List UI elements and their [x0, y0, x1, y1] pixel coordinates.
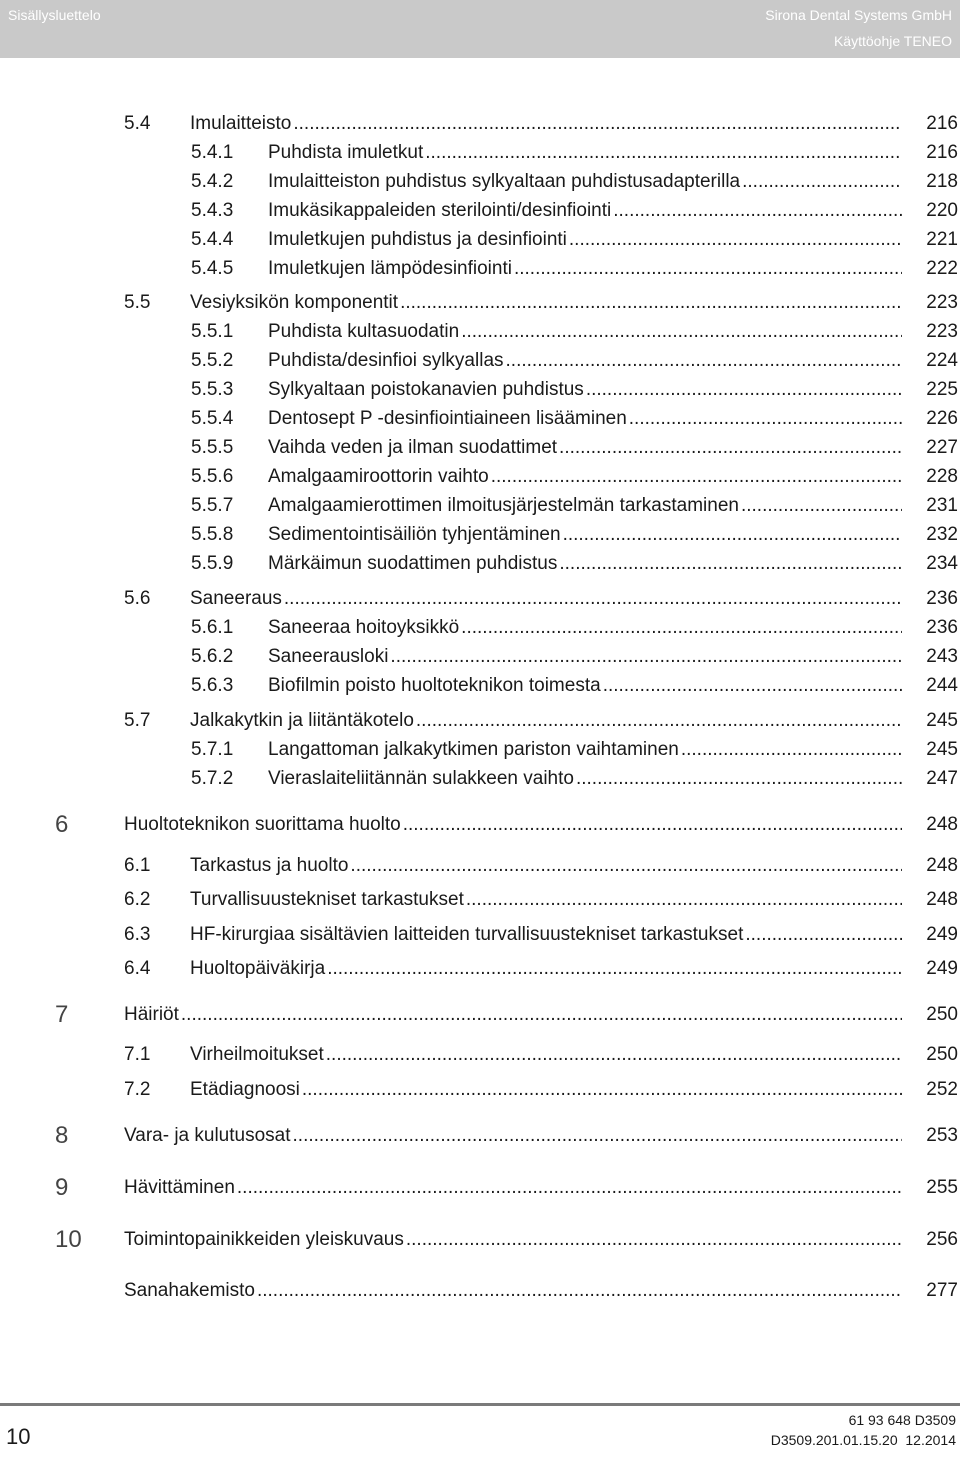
toc-section-number: 6.1	[124, 855, 151, 876]
toc-entry[interactable]	[0, 708, 960, 734]
toc-dot-leader	[284, 586, 902, 612]
toc-entry[interactable]	[0, 853, 960, 879]
toc-section-number: 5.5.9	[191, 553, 234, 574]
toc-page-number: 249	[926, 924, 958, 945]
toc-page-number: 223	[926, 321, 958, 342]
toc-entry[interactable]	[0, 348, 960, 374]
toc-title: Saneeraus	[190, 588, 282, 609]
toc-page-number: 243	[926, 646, 958, 667]
toc-section-number: 5.5	[124, 292, 151, 313]
toc-page-number: 256	[926, 1229, 958, 1250]
toc-page-number: 255	[926, 1177, 958, 1198]
toc-title: Häiriöt	[124, 1004, 179, 1025]
toc-section-number: 7.1	[124, 1044, 151, 1065]
toc-entry[interactable]	[0, 435, 960, 461]
toc-title-leader	[268, 256, 902, 282]
toc-section-number: 5.6.3	[191, 675, 234, 696]
toc-dot-leader	[629, 406, 902, 432]
toc-dot-leader	[425, 140, 902, 166]
toc-page-number: 226	[926, 408, 958, 429]
toc-dot-leader	[257, 1278, 902, 1304]
toc-title: Biofilmin poisto huoltoteknikon toimesta	[268, 675, 601, 696]
toc-entry[interactable]	[0, 615, 960, 641]
header-section-title: Sisällysluettelo	[8, 7, 101, 23]
toc-dot-leader	[514, 256, 902, 282]
toc-dot-leader	[466, 887, 902, 913]
header-company: Sirona Dental Systems GmbH	[765, 7, 952, 23]
toc-title: Toimintopainikkeiden yleiskuvaus	[124, 1229, 404, 1250]
toc-title: Dentosept P -desinfiointiaineen lisääminen	[268, 408, 627, 429]
toc-title-leader	[268, 615, 902, 641]
toc-page-number: 224	[926, 350, 958, 371]
footer-date: 12.2014	[905, 1432, 956, 1448]
toc-title-leader	[268, 169, 902, 195]
toc-dot-leader	[350, 853, 902, 879]
toc-entry[interactable]	[0, 551, 960, 577]
toc-section-number: 5.6.1	[191, 617, 234, 638]
toc-section-number: 5.4	[124, 113, 151, 134]
toc-title: Tarkastus ja huolto	[190, 855, 349, 876]
toc-title: Hävittäminen	[124, 1177, 235, 1198]
toc-page-number: 236	[926, 588, 958, 609]
footer-doc-version: D3509.201.01.15.20	[770, 1432, 898, 1448]
toc-page-number: 248	[926, 889, 958, 910]
toc-entry[interactable]	[0, 1042, 960, 1068]
toc-entry[interactable]	[0, 227, 960, 253]
toc-section-number: 5.4.3	[191, 200, 234, 221]
toc-title: Imulaitteisto	[190, 113, 292, 134]
toc-dot-leader	[326, 1042, 902, 1068]
toc-title-leader	[268, 464, 902, 490]
toc-page-number: 245	[926, 739, 958, 760]
toc-entry[interactable]	[0, 319, 960, 345]
toc-page-number: 231	[926, 495, 958, 516]
toc-title: Turvallisuustekniset tarkastukset	[190, 889, 464, 910]
toc-dot-leader	[327, 956, 902, 982]
toc-title-leader	[268, 140, 902, 166]
toc-dot-leader	[293, 1123, 902, 1149]
toc-entry[interactable]	[0, 140, 960, 166]
toc-dot-leader	[603, 673, 902, 699]
toc-section-number: 5.5.4	[191, 408, 234, 429]
toc-title-leader	[268, 493, 902, 519]
toc-dot-leader	[406, 1227, 902, 1253]
toc-title-leader	[268, 227, 902, 253]
toc-title: Vaihda veden ja ilman suodattimet	[268, 437, 558, 458]
footer-doc-version-date	[771, 1432, 956, 1448]
toc-dot-leader	[576, 766, 902, 792]
toc-dot-leader	[742, 169, 902, 195]
toc-title-leader	[268, 377, 902, 403]
toc-page-number: 221	[926, 229, 958, 250]
toc-title-leader	[190, 1042, 902, 1068]
toc-page-number: 225	[926, 379, 958, 400]
toc-title: Imukäsikappaleiden sterilointi/desinfiointi	[268, 200, 612, 221]
toc-dot-leader	[416, 708, 902, 734]
toc-section-number: 6.2	[124, 889, 151, 910]
toc-section-number: 5.5.5	[191, 437, 234, 458]
toc-entry[interactable]	[0, 406, 960, 432]
toc-title: Vesiyksikön komponentit	[190, 292, 399, 313]
toc-title: Langattoman jalkakytkimen pariston vaihtaminen	[268, 739, 679, 760]
footer-doc-number: 61 93 648 D3509	[848, 1412, 956, 1428]
toc-title: Amalgaamierottimen ilmoitusjärjestelmän tarkastaminen	[268, 495, 739, 516]
toc-chapter-number: 6	[55, 811, 69, 838]
toc-dot-leader	[491, 464, 902, 490]
toc-entry[interactable]	[0, 522, 960, 548]
toc-title: Jalkakytkin ja liitäntäkotelo	[190, 710, 414, 731]
toc-page-number: 236	[926, 617, 958, 638]
toc-page-number: 249	[926, 958, 958, 979]
toc-section-number: 5.5.3	[191, 379, 234, 400]
toc-section-number: 5.5.8	[191, 524, 234, 545]
page-header	[0, 0, 960, 58]
toc-title: Puhdista imuletkut	[268, 142, 424, 163]
toc-entry[interactable]	[0, 1175, 960, 1201]
toc-entry[interactable]	[0, 290, 960, 316]
toc-title-leader	[124, 812, 902, 838]
toc-page-number: 244	[926, 675, 958, 696]
toc-dot-leader	[559, 435, 902, 461]
toc-section-number: 6.4	[124, 958, 151, 979]
toc-title-leader	[268, 198, 902, 224]
toc-section-number: 5.4.4	[191, 229, 234, 250]
toc-title: Etädiagnoosi	[190, 1079, 300, 1100]
toc-dot-leader	[745, 922, 902, 948]
toc-section-number: 7.2	[124, 1079, 151, 1100]
toc-entry[interactable]	[0, 1077, 960, 1103]
toc-page-number: 250	[926, 1044, 958, 1065]
toc-chapter-number: 10	[55, 1226, 82, 1253]
toc-title: Puhdista kultasuodatin	[268, 321, 460, 342]
toc-title-leader	[268, 673, 902, 699]
toc-dot-leader	[400, 290, 902, 316]
toc-title-leader	[124, 1123, 902, 1149]
toc-dot-leader	[741, 493, 902, 519]
footer-divider	[0, 1403, 960, 1406]
toc-dot-leader	[559, 551, 902, 577]
toc-title: Imulaitteiston puhdistus sylkyaltaan puhdistusadapterilla	[268, 171, 741, 192]
toc-page-number: 277	[926, 1280, 958, 1301]
toc-title: Amalgaamiroottorin vaihto	[268, 466, 489, 487]
toc-title-leader	[268, 348, 902, 374]
toc-dot-leader	[403, 812, 902, 838]
toc-title-leader	[124, 1175, 902, 1201]
toc-title-leader	[268, 522, 902, 548]
toc-section-number: 5.4.5	[191, 258, 234, 279]
toc-page-number: 216	[926, 113, 958, 134]
toc-title: Imuletkujen puhdistus ja desinfiointi	[268, 229, 567, 250]
toc-title-leader	[268, 435, 902, 461]
toc-page-number: 248	[926, 855, 958, 876]
toc-title-leader	[190, 586, 902, 612]
toc-page-number: 248	[926, 814, 958, 835]
toc-entry[interactable]	[0, 493, 960, 519]
toc-chapter-number: 9	[55, 1174, 69, 1201]
toc-dot-leader	[563, 522, 902, 548]
toc-title: Virheilmoitukset	[190, 1044, 324, 1065]
toc-page-number: 232	[926, 524, 958, 545]
toc-entry[interactable]	[0, 644, 960, 670]
toc-title: Vieraslaiteliitännän sulakkeen vaihto	[268, 768, 574, 789]
toc-title-leader	[268, 737, 902, 763]
toc-section-number: 5.5.2	[191, 350, 234, 371]
toc-section-number: 5.7.1	[191, 739, 234, 760]
toc-page-number: 222	[926, 258, 958, 279]
toc-title-leader	[268, 766, 902, 792]
toc-dot-leader	[293, 111, 902, 137]
toc-dot-leader	[506, 348, 902, 374]
toc-section-number: 5.6.2	[191, 646, 234, 667]
toc-dot-leader	[569, 227, 902, 253]
toc-title: Sedimentointisäiliön tyhjentäminen	[268, 524, 561, 545]
toc-entry[interactable]	[0, 1278, 960, 1304]
toc-dot-leader	[237, 1175, 902, 1201]
toc-dot-leader	[302, 1077, 902, 1103]
toc-dot-leader	[181, 1002, 902, 1028]
toc-title: Puhdista/desinfioi sylkyallas	[268, 350, 504, 371]
toc-section-number: 5.5.7	[191, 495, 234, 516]
toc-page-number: 250	[926, 1004, 958, 1025]
toc-title-leader	[124, 1278, 902, 1304]
toc-entry[interactable]	[0, 464, 960, 490]
toc-section-number: 5.7.2	[191, 768, 234, 789]
toc-title-leader	[190, 111, 902, 137]
toc-title-leader	[190, 1077, 902, 1103]
toc-entry[interactable]	[0, 1123, 960, 1149]
toc-page-number: 228	[926, 466, 958, 487]
toc-title-leader	[190, 956, 902, 982]
toc-title-leader	[190, 290, 902, 316]
toc-page-number: 247	[926, 768, 958, 789]
toc-dot-leader	[613, 198, 902, 224]
toc-title: Huoltoteknikon suorittama huolto	[124, 814, 401, 835]
toc-page-number: 220	[926, 200, 958, 221]
toc-title: Vara- ja kulutusosat	[124, 1125, 291, 1146]
toc-page-number: 218	[926, 171, 958, 192]
toc-title: Imuletkujen lämpödesinfiointi	[268, 258, 512, 279]
toc-title-leader	[124, 1002, 902, 1028]
toc-section-number: 6.3	[124, 924, 151, 945]
toc-title-leader	[190, 887, 902, 913]
toc-title-leader	[124, 1227, 902, 1253]
toc-title: Saneeraa hoitoyksikkö	[268, 617, 460, 638]
toc-entry[interactable]	[0, 673, 960, 699]
toc-section-number: 5.4.1	[191, 142, 234, 163]
toc-entry[interactable]	[0, 812, 960, 838]
toc-page-number: 252	[926, 1079, 958, 1100]
toc-dot-leader	[390, 644, 902, 670]
toc-section-number: 5.5.6	[191, 466, 234, 487]
toc-title-leader	[268, 644, 902, 670]
toc-page-number: 223	[926, 292, 958, 313]
toc-page-number: 245	[926, 710, 958, 731]
toc-entry[interactable]	[0, 586, 960, 612]
toc-entry[interactable]	[0, 922, 960, 948]
toc-title: Huoltopäiväkirja	[190, 958, 326, 979]
toc-entry[interactable]	[0, 111, 960, 137]
toc-page-number: 234	[926, 553, 958, 574]
toc-title-leader	[268, 319, 902, 345]
toc-title: Saneerausloki	[268, 646, 389, 667]
toc-page-number: 253	[926, 1125, 958, 1146]
toc-entry[interactable]	[0, 737, 960, 763]
toc-entry[interactable]	[0, 1002, 960, 1028]
footer-page-number: 10	[6, 1424, 31, 1449]
toc-title-leader	[190, 708, 902, 734]
toc-entry[interactable]	[0, 198, 960, 224]
toc-page-number: 216	[926, 142, 958, 163]
toc-title: Sylkyaltaan poistokanavien puhdistus	[268, 379, 584, 400]
toc-dot-leader	[461, 319, 902, 345]
toc-dot-leader	[461, 615, 902, 641]
toc-title-leader	[190, 922, 902, 948]
toc-section-number: 5.7	[124, 710, 151, 731]
toc-entry[interactable]	[0, 256, 960, 282]
toc-entry[interactable]	[0, 377, 960, 403]
toc-dot-leader	[681, 737, 902, 763]
toc-title: Sanahakemisto	[124, 1280, 255, 1301]
toc-section-number: 5.5.1	[191, 321, 234, 342]
toc-entry[interactable]	[0, 887, 960, 913]
toc-page-number: 227	[926, 437, 958, 458]
toc-section-number: 5.6	[124, 588, 151, 609]
toc-entry[interactable]	[0, 1227, 960, 1253]
toc-title-leader	[268, 551, 902, 577]
toc-section-number: 5.4.2	[191, 171, 234, 192]
header-manual-title: Käyttöohje TENEO	[833, 33, 952, 49]
toc-title: Märkäimun suodattimen puhdistus	[268, 553, 558, 574]
toc-chapter-number: 7	[55, 1001, 69, 1028]
toc-title-leader	[190, 853, 902, 879]
toc-entry[interactable]	[0, 169, 960, 195]
toc-chapter-number: 8	[55, 1122, 69, 1149]
toc-dot-leader	[586, 377, 902, 403]
toc-entry[interactable]	[0, 766, 960, 792]
toc-title: HF-kirurgiaa sisältävien laitteiden turvallisuustekniset tarkastukset	[190, 924, 744, 945]
toc-entry[interactable]	[0, 956, 960, 982]
toc-title-leader	[268, 406, 902, 432]
